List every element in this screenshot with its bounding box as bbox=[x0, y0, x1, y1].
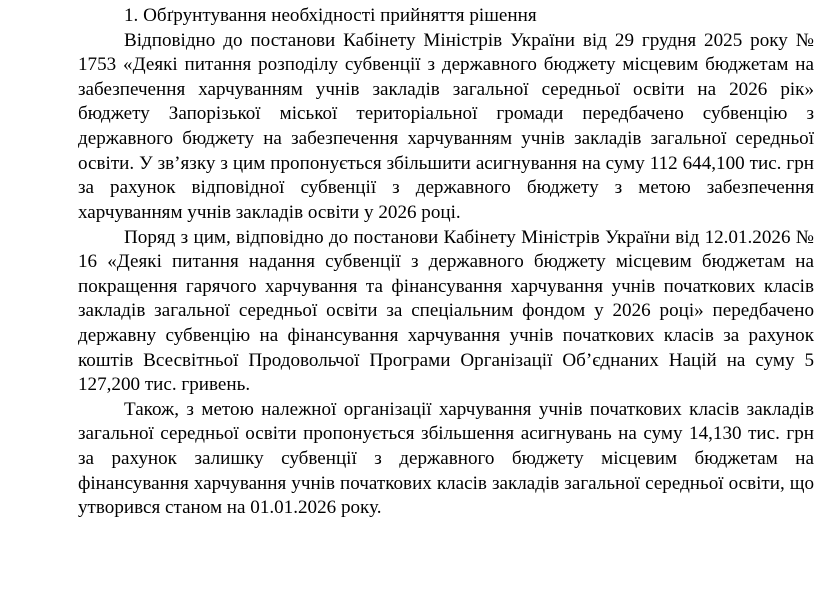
paragraph-subvention-1753: Відповідно до постанови Кабінету Міністрів України від 29 грудня 2025 року № 1753 «Деякі питання розподілу субвенції з державного бюджету місцевим бюджетам на забезпечення харчуванням учнів закладів загальної середньої освіти на 2026 рік» бюджету Запорізької міської територіальної громади передбачено субвенцію з державного бюджету на забезпечення харчуванням учнів закладів загальної середньої освіти. У зв’язку з цим пропонується збільшити асигнування на суму 112 644,100 тис. грн за рахунок відповідної субвенції з державного бюджету з метою забезпечення харчуванням учнів закладів освіти у 2026 році. bbox=[78, 29, 814, 223]
section-heading: 1. Обґрунтування необхідності прийняття рішення bbox=[124, 5, 537, 26]
document-page bbox=[78, 4, 814, 521]
paragraph-subvention-remainder: Також, з метою належної організації харчування учнів початкових класів закладів загальної середньої освіти пропонується збільшення асигнувань на суму 14,130 тис. грн за рахунок залишку субвенції з державного бюджету місцевим бюджетам на фінансування харчування учнів початкових класів закладів загальної середньої освіти, що утворився станом на 01.01.2026 року. bbox=[78, 398, 814, 519]
paragraph-subvention-16: Поряд з цим, відповідно до постанови Кабінету Міністрів України від 12.01.2026 № 16 «Деякі питання надання субвенції з державного бюджету місцевим бюджетам на покращення гарячого харчування та фінансування харчування учнів початкових класів закладів загальної середньої освіти за спеціальним фондом у 2026 році» передбачено державну субвенцію на фінансування харчування учнів початкових класів за рахунок коштів Всесвітньої Продовольчої Програми Організації Об’єднаних Націй на суму 5 127,200 тис. гривень. bbox=[78, 226, 814, 396]
